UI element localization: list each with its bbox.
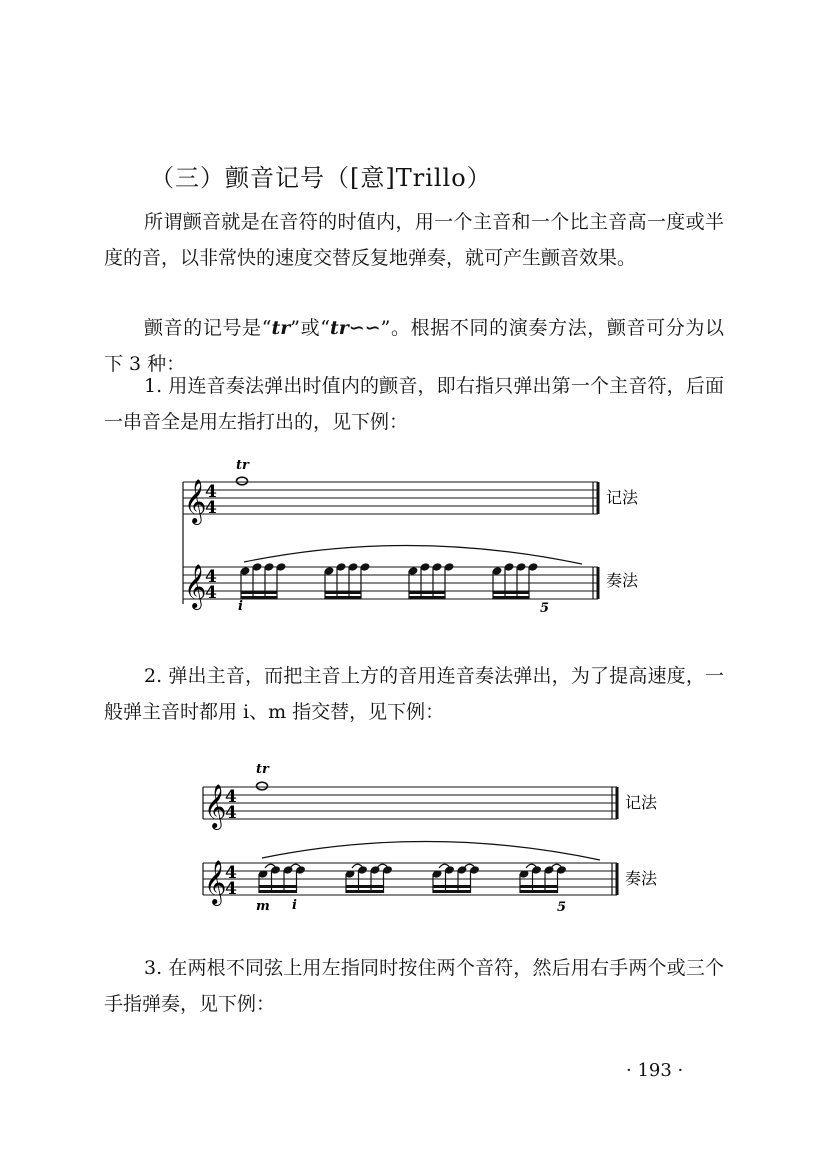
ex1-whole-note (237, 477, 248, 485)
symbols-text-b: ”或“ (290, 317, 330, 339)
ex1-finger-i: i (238, 599, 243, 614)
ex1-beam-0-1 (241, 591, 277, 594)
ex2-time-top: 4 (225, 787, 237, 807)
ex1-time-top: 4 (205, 482, 217, 502)
ex1-treble-clef-icon: 𝄞 (184, 479, 207, 523)
paragraph-definition: 所谓颤音就是在音符的时值内，用一个主音和一个比主音高一度或半度的音，以非常快的速度交替反复地弹奏，就可产生颤音效果。 (104, 211, 724, 269)
ex1-finger-5: 5 (540, 601, 550, 616)
ex1-beam-2-1 (409, 591, 445, 594)
section-heading: （三）颤音记号（[意]Trillo） (150, 164, 492, 192)
ex2-finger-m: m (256, 899, 270, 914)
ex2-label-notation: 记法 (625, 793, 658, 812)
ex1-beam-3-0 (493, 596, 529, 599)
symbols-text-c: ”。根据不同的演奏方法，颤音可分为以下 3 种： (104, 317, 724, 375)
paragraph-method-2: 2. 弹出主音，而把主音上方的音用连音奏法弹出，为了提高速度，一般弹主音时都用 i、m 指交替，见下例： (104, 665, 724, 723)
ex1-beam-2-0 (409, 596, 445, 599)
ex1-treble-clef-2-icon: 𝄞 (184, 564, 207, 608)
ex1-label-performance: 奏法 (606, 571, 639, 590)
ex1-time-top-2: 4 (205, 567, 217, 587)
tr-symbol: tr (271, 317, 291, 339)
ex1-label-notation: 记法 (606, 488, 639, 507)
ex2-treble-clef-2-icon: 𝄞 (204, 860, 227, 904)
symbols-text-a: 颤音的记号是“ (144, 317, 272, 339)
ex2-time-bottom: 4 (225, 803, 237, 823)
ex2-label-performance: 奏法 (625, 869, 658, 888)
ex1-performance-staff (183, 545, 639, 616)
paragraph-method-3: 3. 在两根不同弦上用左指同时按住两个音符，然后用右手两个或三个手指弹奏，见下例： (104, 957, 724, 1015)
ex1-beam-3-1 (493, 591, 529, 594)
ex1-notation-staff (183, 458, 639, 604)
ex2-finger-i: i (292, 898, 297, 913)
ex1-time-bottom-2: 4 (205, 583, 217, 603)
ex1-beam-0-0 (241, 596, 277, 599)
page-number: · 193 · (626, 1060, 684, 1081)
paragraph-method-1: 1. 用连音奏法弹出时值内的颤音，即右指只弹出第一个主音符，后面一串音全是用左指打出的，见下例： (104, 375, 724, 433)
ex2-time-bottom-2: 4 (225, 879, 237, 899)
tr-wavy-symbol: tr∽∽ (329, 317, 381, 339)
ex1-time-bottom: 4 (205, 498, 217, 518)
ex1-tr-mark: tr (236, 458, 249, 473)
ex2-finger-5: 5 (557, 900, 567, 915)
ex1-beam-1-1 (325, 591, 361, 594)
ex2-tr-mark: tr (256, 762, 269, 777)
ex2-treble-clef-icon: 𝄞 (204, 784, 227, 828)
ex1-beam-1-0 (325, 596, 361, 599)
ex1-slur (244, 545, 582, 564)
ex2-time-top-2: 4 (225, 863, 237, 883)
